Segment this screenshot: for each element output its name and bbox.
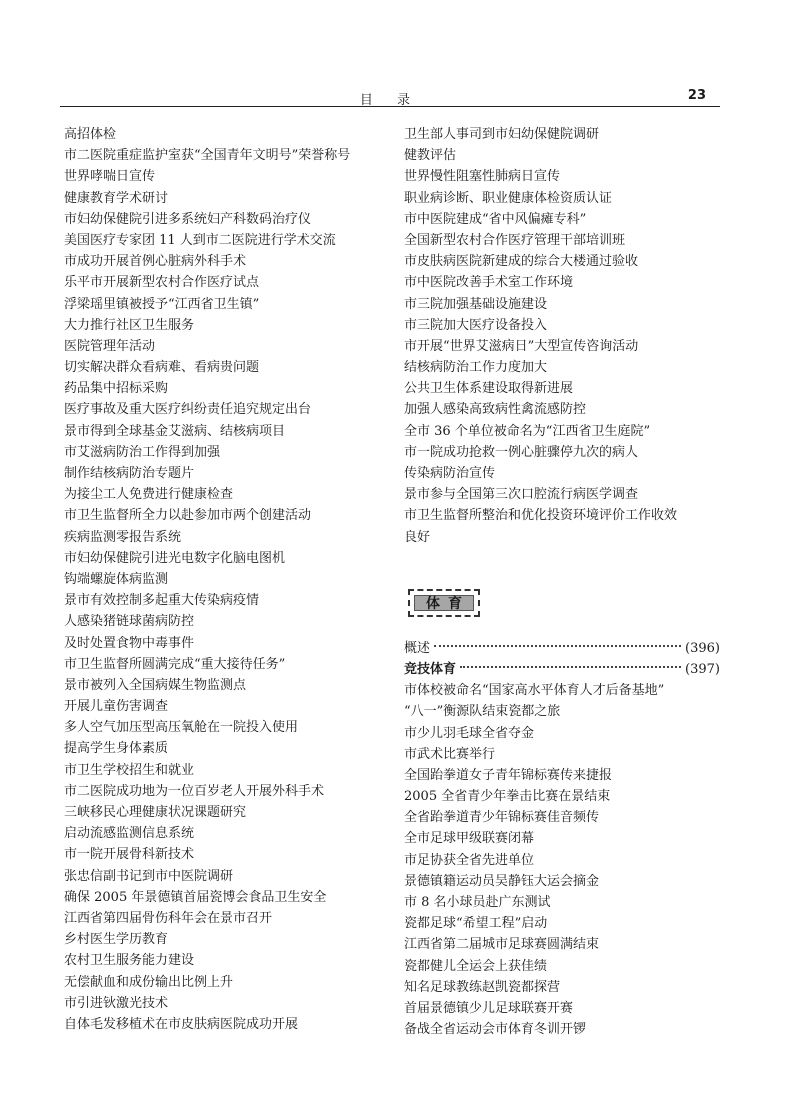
toc-entry: 市 8 名小球员赴广东测试	[404, 895, 551, 910]
toc-entry: 健教评估	[404, 148, 457, 164]
toc-entry: 高招体检	[64, 127, 117, 142]
toc-entry: 市开展“世界艾滋病日”大型宣传咨询活动	[404, 338, 639, 354]
toc-entry: 景市被列入全国病媒生物监测点	[64, 677, 247, 693]
right-column-entries	[404, 124, 720, 548]
toc-entry: 景德镇籍运动员吴静钰大运会摘金	[404, 873, 600, 889]
header-title: 目 录	[359, 93, 421, 108]
toc-entry: “八一”衡源队结束瓷都之旅	[404, 704, 561, 720]
toc-entry: 全国跆拳道女子青年锦标赛传来捷报	[404, 767, 613, 783]
left-column	[64, 124, 394, 1035]
toc-entry: 市武术比赛举行	[404, 746, 496, 762]
toc-entry: 确保 2005 年景德镇首届瓷博会食品卫生安全	[64, 889, 327, 905]
toc-entry: 三峡移民心理健康状况课题研究	[64, 805, 247, 820]
toc-entry: 自体毛发移植术在市皮肤病医院成功开展	[64, 1016, 299, 1032]
toc-entry: 首届景德镇少儿足球联赛开赛	[404, 1000, 574, 1016]
toc-entry: 市成功开展首例心脏病外科手术	[64, 254, 247, 270]
toc-entry: 市中医院建成“省中风偏瘫专科”	[404, 211, 587, 227]
page-header	[60, 88, 720, 107]
toc-entry: 多人空气加压型高压氧舱在一院投入使用	[64, 720, 299, 736]
toc-entry: 市三院加大医疗设备投入	[404, 317, 548, 333]
toc-entry: 世界慢性阻塞性肺病日宣传	[404, 169, 561, 185]
toc-entry: 市中医院改善手术室工作环境	[404, 275, 574, 291]
section-badge	[408, 589, 480, 617]
toc-entry: 切实解决群众看病难、看病贵问题	[64, 360, 260, 376]
toc-entry: 2005 全省青少年拳击比赛在景结束	[404, 789, 611, 805]
toc-entry: 加强人感染高致病性禽流感防控	[404, 402, 587, 418]
toc-line-page: (396)	[685, 640, 720, 656]
toc-entry: 启动流感监测信息系统	[64, 826, 195, 842]
toc-entry: 瓷都健儿全运会上获佳绩	[404, 958, 548, 974]
toc-entry: 张忠信副书记到市中医院调研	[64, 868, 234, 884]
toc-entry: 瓷都足球“希望工程”启动	[404, 916, 548, 932]
toc-entry: 良好	[404, 529, 431, 545]
toc-entry: 市皮肤病医院新建成的综合大楼通过验收	[404, 254, 639, 270]
toc-entry: 乡村医生学历教育	[64, 932, 169, 948]
toc-entry: 人感染猪链球菌病防控	[64, 614, 195, 630]
toc-entry: 市一院成功抢救一例心脏骤停九次的病人	[404, 444, 639, 460]
toc-entry: 及时处置食物中毒事件	[64, 635, 195, 651]
toc-entry: 景市有效控制多起重大传染病疫情	[64, 593, 260, 609]
toc-entry: 结核病防治工作力度加大	[404, 360, 548, 376]
toc-entry: 市艾滋病防治工作得到加强	[64, 444, 221, 460]
section-items	[404, 680, 720, 1040]
dot-leader	[460, 666, 681, 668]
toc-entry: 农村卫生服务能力建设	[64, 953, 195, 969]
toc-entry: 世界哮喘日宣传	[64, 169, 156, 185]
toc-entry: 提高学生身体素质	[64, 741, 169, 757]
toc-entry: 为接尘工人免费进行健康检查	[64, 487, 234, 503]
toc-entry: 市卫生学校招生和就业	[64, 762, 195, 778]
toc-entry: 乐平市开展新型农村合作医疗试点	[64, 275, 260, 291]
toc-line-label: 竞技体育	[404, 661, 457, 677]
toc-entry: 公共卫生体系建设取得新进展	[404, 381, 574, 397]
toc-entry: 景市参与全国第三次口腔流行病医学调查	[404, 487, 639, 503]
toc-line-page: (397)	[685, 661, 720, 677]
section-badge-title: 体育	[414, 595, 474, 611]
toc-entry: 市三院加强基础设施建设	[404, 296, 548, 312]
toc-entry: 市二医院重症监护室获“全国青年文明号”荣誉称号	[64, 148, 351, 164]
toc-entry: 健康教育学术研讨	[64, 190, 169, 206]
toc-entry: 传染病防治宣传	[404, 466, 496, 481]
toc-entry: 市卫生监督所圆满完成“重大接待任务”	[64, 656, 286, 672]
toc-entry: 市一院开展骨科新技术	[64, 847, 195, 863]
toc-line-label: 概述	[404, 640, 431, 656]
toc-line	[404, 659, 720, 680]
toc-entry: 市卫生监督所整治和优化投资环境评价工作收效	[404, 508, 678, 524]
toc-entry: 江西省第四届骨伤科年会在景市召开	[64, 910, 273, 926]
toc-entry: 市少儿羽毛球全省夺金	[404, 725, 535, 741]
toc-entry: 浮梁瑶里镇被授予“江西省卫生镇”	[64, 296, 260, 312]
toc-entry: 开展儿童伤害调查	[64, 699, 169, 715]
page-number: 23	[687, 88, 706, 103]
toc-line	[404, 638, 720, 659]
toc-entry: 制作结核病防治专题片	[64, 466, 195, 481]
toc-entry: 全国新型农村合作医疗管理干部培训班	[404, 232, 626, 248]
section-spacer	[404, 548, 720, 587]
toc-entry: 全市足球甲级联赛闭幕	[404, 831, 535, 847]
toc-entry: 市卫生监督所全力以赴参加市两个创建活动	[64, 508, 312, 524]
toc-entry: 市妇幼保健院引进光电数字化脑电图机	[64, 550, 286, 566]
toc-entry: 市二医院成功地为一位百岁老人开展外科手术	[64, 783, 325, 799]
toc-entry: 景市得到全球基金艾滋病、结核病项目	[64, 423, 286, 439]
toc-entry: 药品集中招标采购	[64, 381, 169, 397]
section-toc	[404, 638, 720, 680]
toc-entry: 卫生部人事司到市妇幼保健院调研	[404, 127, 600, 142]
toc-entry: 江西省第二届城市足球赛圆满结束	[404, 937, 600, 953]
toc-entry: 备战全省运动会市体育冬训开锣	[404, 1022, 587, 1038]
toc-entry: 疾病监测零报告系统	[64, 529, 182, 545]
toc-entry: 市体校被命名“国家高水平体育人才后备基地”	[404, 683, 665, 699]
toc-entry: 市引进钬激光技术	[64, 995, 169, 1011]
toc-entry: 无偿献血和成份输出比例上升	[64, 974, 234, 990]
toc-entry: 知名足球教练赵凯瓷都探营	[404, 979, 561, 995]
dot-leader	[434, 645, 681, 647]
toc-entry: 全省跆拳道青少年锦标赛佳音频传	[404, 810, 600, 826]
right-column	[404, 124, 720, 1040]
toc-entry: 市足协获全省先进单位	[404, 852, 535, 868]
toc-entry: 钩端螺旋体病监测	[64, 571, 169, 587]
toc-entry: 医疗事故及重大医疗纠纷责任追究规定出台	[64, 402, 312, 418]
toc-entry: 全市 36 个单位被命名为“江西省卫生庭院”	[404, 423, 651, 439]
toc-entry: 美国医疗专家团 11 人到市二医院进行学术交流	[64, 232, 336, 248]
toc-entry: 市妇幼保健院引进多系统妇产科数码治疗仪	[64, 211, 312, 227]
toc-entry: 大力推行社区卫生服务	[64, 317, 195, 333]
toc-entry: 职业病诊断、职业健康体检资质认证	[404, 190, 613, 206]
toc-entry: 医院管理年活动	[64, 338, 156, 354]
